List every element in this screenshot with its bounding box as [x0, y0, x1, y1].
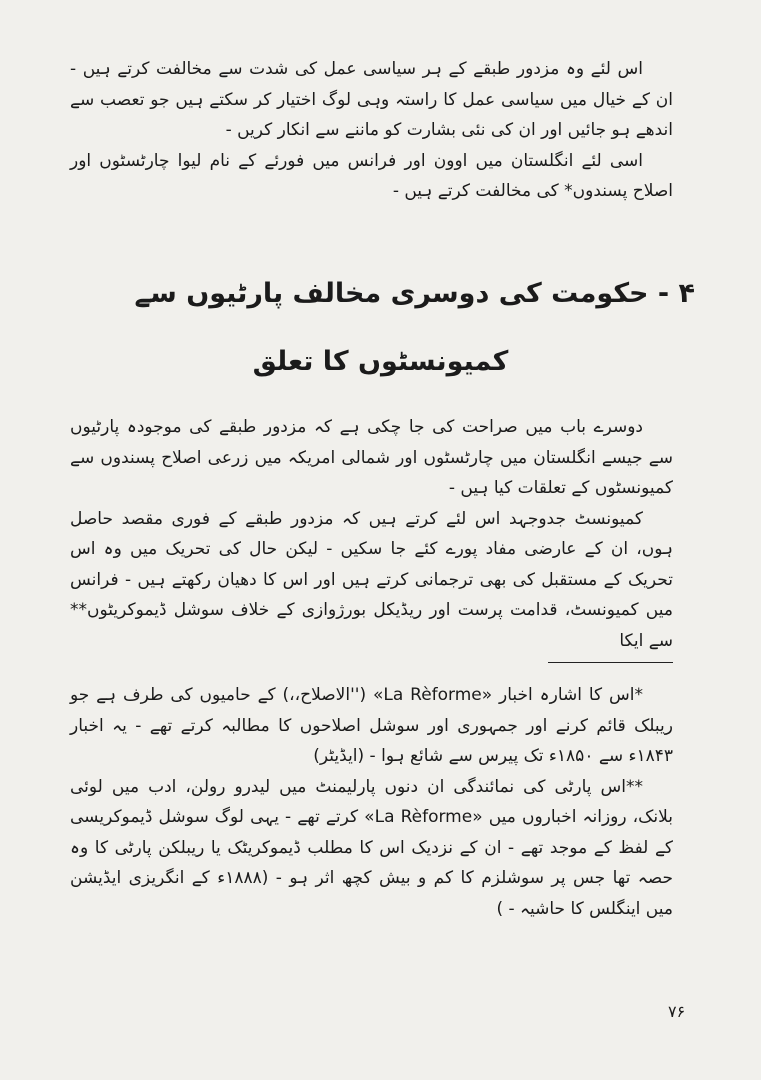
page-number: ۷۶: [668, 1002, 686, 1021]
top-text: [70, 54, 673, 207]
footnote: **اس پارٹی کی نمائندگی ان دنوں پارلیمنٹ میں لیدرو رولن، ادب میں لوئی بلانک، روزانہ اخباروں میں «La Rèforme» کرتے تھے - یہی لوگ سوشل ڈیموکریسی کے لفظ کے موجد تھے - ان کے نزدیک اس کا مطلب ڈیموکریٹک یا ریبلکن پارٹی کا وہ حصہ تھا جس پر سوشلزم کا کم و بیش کچھ اثر ہو - (۱۸۸۸ء کے انگریزی ایڈیشن میں اینگلس کا حاشیہ - ): [70, 776, 673, 919]
footnote: *اس کا اشارہ اخبار «La Rèforme» (''الاصلاح،،) کے حامیوں کی طرف ہے جو ریبلک قائم کرنے اور جمہوری اور سوشل اصلاحوں کا مطالبہ کرتے تھے - یہ اخبار ۱۸۴۳ء سے ۱۸۵۰ء تک پیرس سے شائع ہوا - (ایڈیٹر): [70, 685, 673, 766]
paragraph: دوسرے باب میں صراحت کی جا چکی ہے کہ مزدور طبقے کی موجودہ پارٹیوں سے جیسے انگلستان میں چارٹسٹوں اور شمالی امریکہ میں زرعی اصلاح پسندوں سے کمیونسٹوں کے تعلقات کیا ہیں -: [70, 417, 673, 498]
paragraph: کمیونسٹ جدوجہد اس لئے کرتے ہیں کہ مزدور طبقے کے فوری مقصد حاصل ہوں، ان کے عارضی مفاد پورے کئے جا سکیں - لیکن حال کی تحریک میں وہ اس تحریک کے مستقبل کی بھی ترجمانی کرتے ہیں اور اس کا دھیان رکھتے ہیں - فرانس میں کمیونسٹ، قدامت پرست اور ریڈیکل بورژوازی کے خلاف سوشل ڈیموکریٹوں** سے ایکا: [70, 508, 673, 651]
section-heading-line2: کمیونسٹوں کا تعلق: [252, 346, 509, 377]
footnotes: [70, 680, 673, 924]
footnote-divider: [548, 662, 673, 663]
paragraph: اسی لئے انگلستان میں اوون اور فرانس میں فورئے کے نام لیوا چارٹسٹوں اور اصلاح پسندوں* کی مخالفت کرتے ہیں -: [70, 150, 673, 201]
section-heading: ۴ - حکومت کی دوسری مخالف پارٹیوں سے: [134, 278, 695, 309]
main-text: [70, 412, 673, 656]
paragraph: اس لئے وہ مزدور طبقے کے ہر سیاسی عمل کی شدت سے مخالفت کرتے ہیں - ان کے خیال میں سیاسی عمل کا راستہ وہی لوگ اختیار کر سکتے ہیں جو تعصب سے اندھے ہو جائیں اور ان کی نئی بشارت کو ماننے سے انکار کریں -: [70, 59, 673, 140]
